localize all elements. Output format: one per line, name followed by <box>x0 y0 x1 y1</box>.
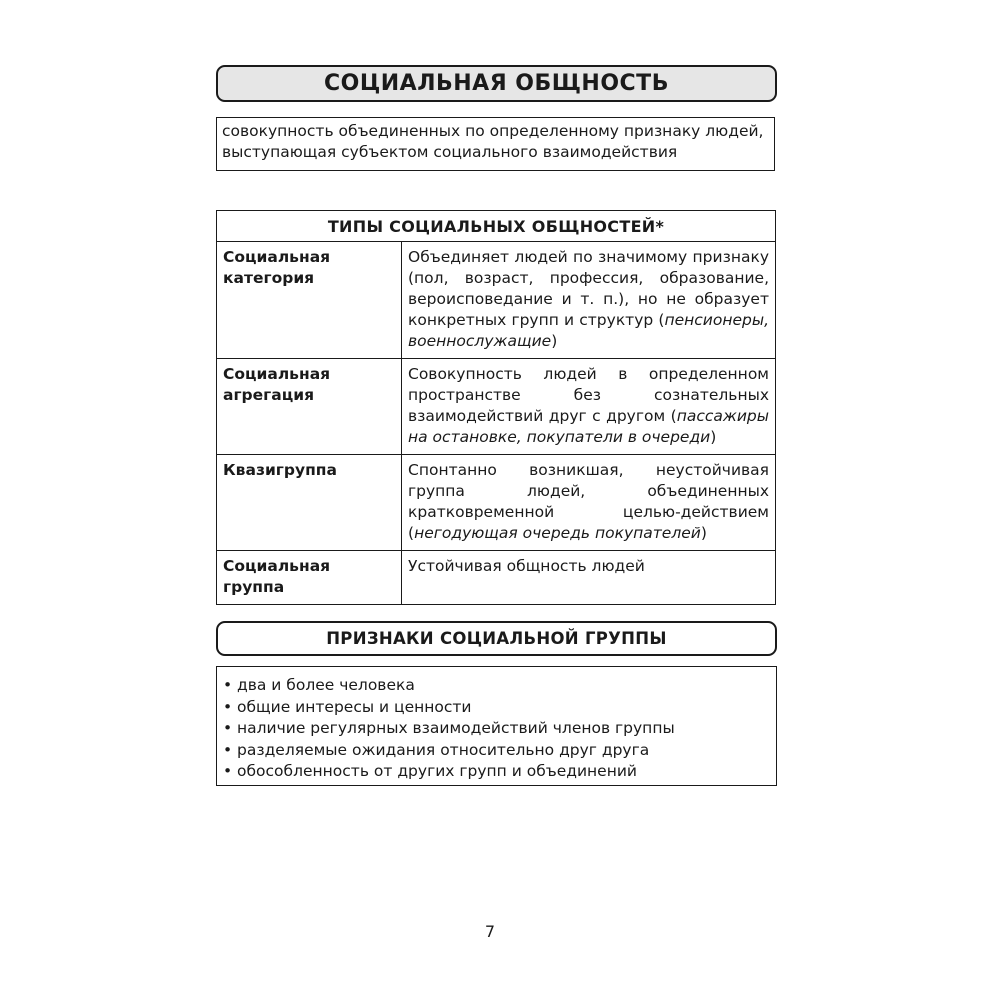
list-item <box>223 718 770 740</box>
definition-text: совокупность объединенных по определенному признаку людей, выступающая субъектом социального взаимодействия <box>222 122 764 161</box>
bullet-icon: • <box>223 740 233 759</box>
table-row <box>217 455 776 551</box>
description-text: Устойчивая общность людей <box>408 557 645 575</box>
features-title: ПРИЗНАКИ СОЦИАЛЬНОЙ ГРУППЫ <box>216 621 777 656</box>
description-text: Совокупность людей в определенном пространстве без сознательных взаимодействий друг с другом ( <box>408 365 769 425</box>
description-close: ) <box>551 332 558 350</box>
description-close: ) <box>700 524 707 542</box>
feature-text: наличие регулярных взаимодействий членов группы <box>237 719 675 737</box>
features-box <box>216 666 777 786</box>
description-close: ) <box>710 428 717 446</box>
features-list <box>223 675 770 783</box>
table-row <box>217 359 776 455</box>
types-table-header: ТИПЫ СОЦИАЛЬНЫХ ОБЩНОСТЕЙ* <box>217 211 776 242</box>
type-name: Социальная агрегация <box>217 359 402 455</box>
page-title: СОЦИАЛЬНАЯ ОБЩНОСТЬ <box>216 65 777 102</box>
list-item <box>223 697 770 719</box>
example-text: негодующая очередь покупателей <box>414 524 701 542</box>
type-description <box>402 359 776 455</box>
feature-text: обособленность от других групп и объединений <box>237 762 638 780</box>
types-table-header-row <box>217 211 776 242</box>
table-row <box>217 242 776 359</box>
table-row <box>217 551 776 605</box>
bullet-icon: • <box>223 676 233 694</box>
list-item <box>223 675 770 697</box>
type-description <box>402 242 776 359</box>
type-description <box>402 551 776 605</box>
feature-text: общие интересы и ценности <box>237 697 472 716</box>
type-name: Социальная группа <box>217 551 402 605</box>
feature-text: разделяемые ожидания относительно друг друга <box>237 740 650 759</box>
definition-box <box>216 117 775 171</box>
page-number: 7 <box>484 922 496 941</box>
feature-text: два и более человека <box>237 676 415 694</box>
type-description <box>402 455 776 551</box>
type-name: Социальная категория <box>217 242 402 359</box>
list-item <box>223 740 770 762</box>
type-name: Квазигруппа <box>217 455 402 551</box>
example-text: пассажиры на остановке, покупатели в очереди <box>408 407 769 446</box>
bullet-icon: • <box>223 697 233 716</box>
description-text: Спонтанно возникшая, неустойчивая группа людей, объединенных кратковременной целью-действием ( <box>408 461 769 542</box>
description-text: Объединяет людей по значимому признаку (пол, возраст, профессия, образование, вероисповедание и т. п.), но не образует конкретных групп и структур ( <box>408 248 769 329</box>
example-text: пенсионеры, военнослужащие <box>408 311 769 350</box>
bullet-icon: • <box>223 762 233 780</box>
types-table <box>216 210 776 605</box>
bullet-icon: • <box>223 719 233 737</box>
list-item <box>223 761 770 783</box>
